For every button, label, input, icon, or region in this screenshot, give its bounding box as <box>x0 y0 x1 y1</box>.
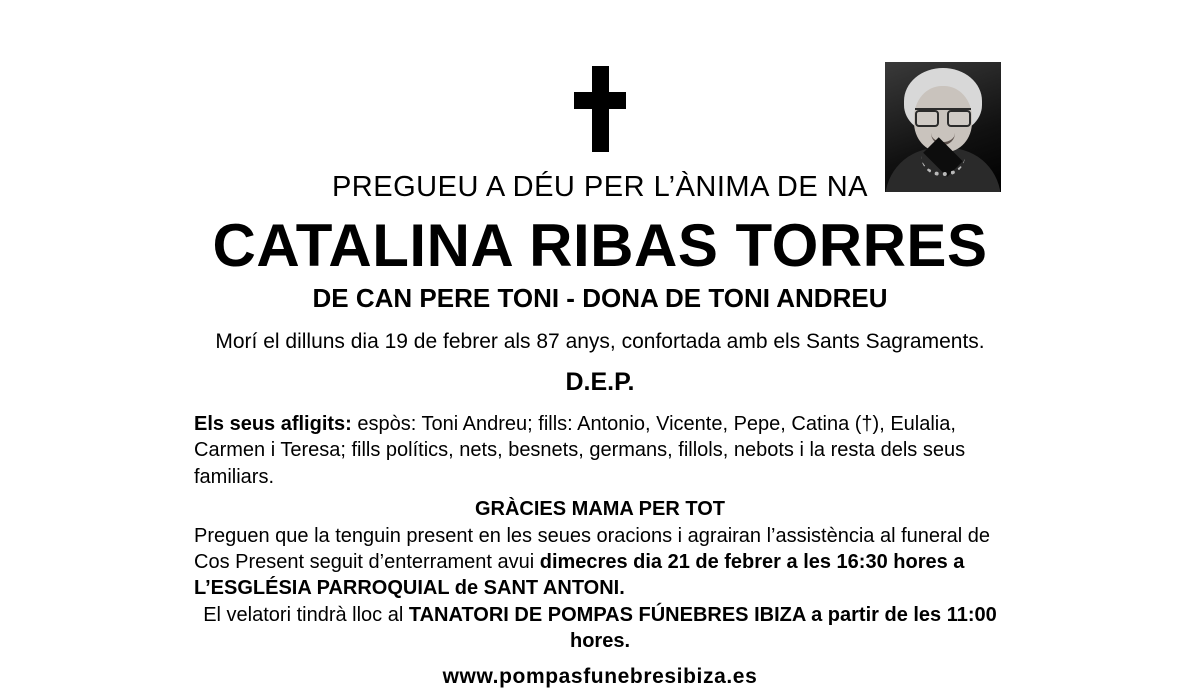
funeral-paragraph <box>194 523 1006 602</box>
wake-text: El velatori tindrà lloc al <box>203 603 409 626</box>
thanks-line: GRÀCIES MAMA PER TOT <box>474 498 725 521</box>
glasses-icon <box>915 108 971 125</box>
wake-paragraph <box>194 602 1006 655</box>
funeral-text: Preguen que la tenguin present en les seues oracions i agrairan l’assistència al funeral de Cos Present seguit d’enterrament avui <box>194 524 991 573</box>
cross-horizontal-bar <box>574 92 626 109</box>
family-paragraph <box>194 411 1006 490</box>
wake-details: TANATORI DE POMPAS FÚNEBRES IBIZA a partir de les 11:00 hores. <box>408 603 997 653</box>
cross-vertical-bar <box>592 66 609 152</box>
rest-in-peace-abbrev: D.E.P. <box>565 368 635 396</box>
death-details: Morí el dilluns dia 19 de febrer als 87 anys, confortada amb els Sants Sagraments. <box>215 330 985 353</box>
notice-body <box>194 411 1006 655</box>
deceased-subtitle: DE CAN PERE TONI - DONA DE TONI ANDREU <box>312 283 888 313</box>
portrait-photo <box>885 62 1001 192</box>
latin-cross-icon <box>574 66 626 152</box>
funeral-details: dimecres dia 21 de febrer a les 16:30 hores a L’ESGLÉSIA PARROQUIAL de SANT ANTONI. <box>194 550 965 600</box>
website-link[interactable]: www.pompasfunebresibiza.es <box>442 664 758 688</box>
deceased-name: CATALINA RIBAS TORRES <box>212 212 988 279</box>
family-label: Els seus afligits: <box>194 413 352 435</box>
pray-line: PREGUEU A DÉU PER L’ÀNIMA DE NA <box>331 171 869 203</box>
cross-container <box>0 0 1200 157</box>
family-text: espòs: Toni Andreu; fills: Antonio, Vicente, Pepe, Catina (†), Eulalia, Carmen i Teresa; fills polítics, nets, besnets, germans, fillols, nebots i la resta dels seus familiars. <box>194 413 966 488</box>
